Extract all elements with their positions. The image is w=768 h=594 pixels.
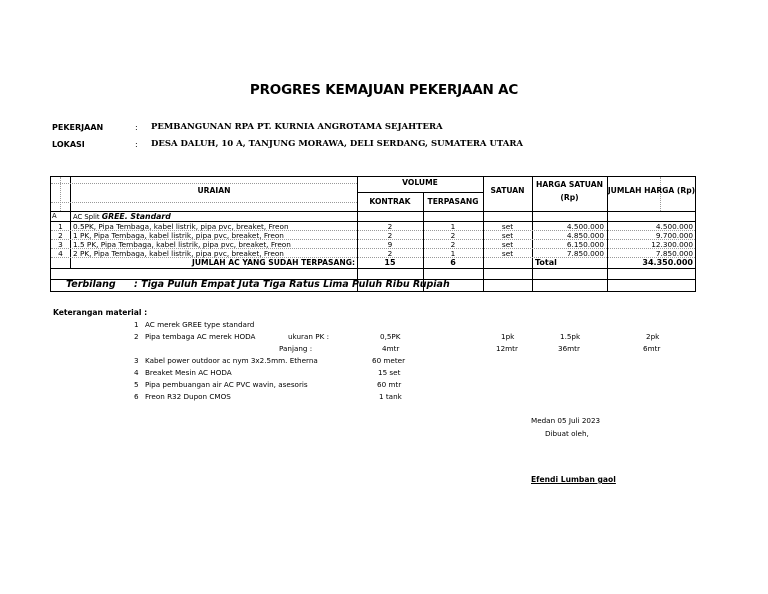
item-no: 6 bbox=[134, 392, 139, 401]
item-no: 3 bbox=[134, 356, 139, 365]
made-by: Dibuat oleh, bbox=[545, 429, 589, 438]
row-satuan: set bbox=[501, 222, 514, 231]
panjang-value: 6mtr bbox=[643, 344, 661, 353]
lokasi-label: LOKASI bbox=[52, 140, 85, 149]
section-label bbox=[73, 212, 171, 221]
header-kontrak: KONTRAK bbox=[369, 197, 411, 206]
row-harga: 7.850.000 bbox=[566, 249, 604, 258]
section-code: A bbox=[52, 212, 57, 220]
row-kontrak: 2 bbox=[387, 222, 393, 231]
row-desc: 1.5 PK, Pipa Tembaga, kabel listrik, pipa pvc, breaket, Freon bbox=[73, 240, 291, 249]
header-terpasang: TERPASANG bbox=[427, 197, 479, 206]
row-harga: 4.500.000 bbox=[566, 222, 604, 231]
item-no: 4 bbox=[134, 368, 139, 377]
item-no: 1 bbox=[134, 320, 139, 329]
header-harga-satuan: HARGA SATUAN bbox=[536, 180, 603, 189]
row-satuan: set bbox=[501, 231, 514, 240]
row-jumlah: 4.500.000 bbox=[655, 222, 693, 231]
item-text: Breaket Mesin AC HODA bbox=[145, 368, 232, 377]
row-jumlah: 12.300.000 bbox=[651, 240, 693, 249]
item-no: 2 bbox=[134, 332, 139, 341]
panjang-label: Panjang : bbox=[279, 344, 313, 353]
row-desc: 2 PK, Pipa Tembaga, kabel listrik, pipa pvc, breaket, Freon bbox=[73, 249, 284, 258]
item-text: Pipa tembaga AC merek HODA bbox=[145, 332, 256, 341]
row-no: 4 bbox=[58, 249, 63, 258]
item-qty: 60 mtr bbox=[377, 380, 402, 389]
terbilang-label: Terbilang bbox=[66, 279, 116, 290]
lokasi-colon: : bbox=[135, 140, 138, 149]
row-kontrak: 9 bbox=[387, 240, 393, 249]
total-jumlah: 34.350.000 bbox=[642, 258, 693, 267]
row-no: 3 bbox=[58, 240, 63, 249]
item-qty: 60 meter bbox=[372, 356, 406, 365]
row-satuan: set bbox=[501, 240, 514, 249]
row-terpasang: 1 bbox=[450, 222, 456, 231]
panjang-value: 12mtr bbox=[496, 344, 518, 353]
row-jumlah: 9.700.000 bbox=[655, 231, 693, 240]
row-terpasang: 2 bbox=[450, 240, 456, 249]
item-text: Pipa pembuangan air AC PVC wavin, asesoris bbox=[145, 380, 308, 389]
pk-value: 1.5pk bbox=[560, 332, 581, 341]
pk-value: 1pk bbox=[501, 332, 515, 341]
header-volume: VOLUME bbox=[402, 178, 438, 187]
item-no: 5 bbox=[134, 380, 139, 389]
total-terpasang: 6 bbox=[450, 258, 456, 267]
item-qty: 15 set bbox=[378, 368, 401, 377]
row-jumlah: 7.850.000 bbox=[655, 249, 693, 258]
pekerjaan-label: PEKERJAAN bbox=[52, 123, 104, 132]
item-text: Kabel power outdoor ac nym 3x2.5mm. Etherna bbox=[145, 356, 318, 365]
header-jumlah-harga: JUMLAH HARGA (Rp) bbox=[607, 186, 696, 195]
item-qty: 1 tank bbox=[379, 392, 402, 401]
row-no: 1 bbox=[58, 222, 63, 231]
section-brand: GREE. Standard bbox=[101, 212, 171, 221]
total-label: JUMLAH AC YANG SUDAH TERPASANG: bbox=[192, 258, 355, 267]
item-text: AC merek GREE type standard bbox=[145, 320, 255, 329]
panjang-value: 4mtr bbox=[382, 344, 400, 353]
row-harga: 6.150.000 bbox=[566, 240, 604, 249]
row-satuan: set bbox=[501, 249, 514, 258]
pekerjaan-colon: : bbox=[135, 123, 138, 132]
keterangan-title: Keterangan material : bbox=[53, 308, 148, 317]
row-kontrak: 2 bbox=[387, 231, 393, 240]
row-desc: 0.5PK, Pipa Tembaga, kabel listrik, pipa pvc, breaket, Freon bbox=[73, 222, 289, 231]
row-kontrak: 2 bbox=[387, 249, 393, 258]
progress-table bbox=[50, 176, 696, 292]
panjang-value: 36mtr bbox=[558, 344, 580, 353]
row-harga: 4.850.000 bbox=[566, 231, 604, 240]
lokasi-value: DESA DALUH, 10 A, TANJUNG MORAWA, DELI SERDANG, SUMATERA UTARA bbox=[151, 139, 523, 149]
place-date: Medan 05 Juli 2023 bbox=[531, 416, 601, 425]
total-text: Total bbox=[535, 258, 557, 267]
total-kontrak: 15 bbox=[384, 258, 396, 267]
section-prefix: AC Split bbox=[73, 213, 100, 221]
header-uraian: URAIAN bbox=[197, 186, 231, 195]
terbilang-value: : Tiga Puluh Empat Juta Tiga Ratus Lima Puluh Ribu Rupiah bbox=[134, 279, 450, 290]
ukuran-label: ukuran PK : bbox=[288, 332, 330, 341]
pk-value: 0,5PK bbox=[380, 332, 401, 341]
pekerjaan-value: PEMBANGUNAN RPA PT. KURNIA ANGROTAMA SEJAHTERA bbox=[151, 122, 443, 132]
row-terpasang: 2 bbox=[450, 231, 456, 240]
row-desc: 1 PK, Pipa Tembaga, kabel listrik, pipa pvc, breaket, Freon bbox=[73, 231, 284, 240]
pk-value: 2pk bbox=[646, 332, 660, 341]
page-title: PROGRES KEMAJUAN PEKERJAAN AC bbox=[249, 82, 519, 98]
header-harga-satuan-rp: (Rp) bbox=[560, 193, 579, 202]
header-satuan: SATUAN bbox=[490, 186, 525, 195]
row-terpasang: 1 bbox=[450, 249, 456, 258]
item-text: Freon R32 Dupon CMOS bbox=[145, 392, 231, 401]
signatory-name: Efendi Lumban gaol bbox=[531, 475, 616, 484]
row-no: 2 bbox=[58, 231, 63, 240]
